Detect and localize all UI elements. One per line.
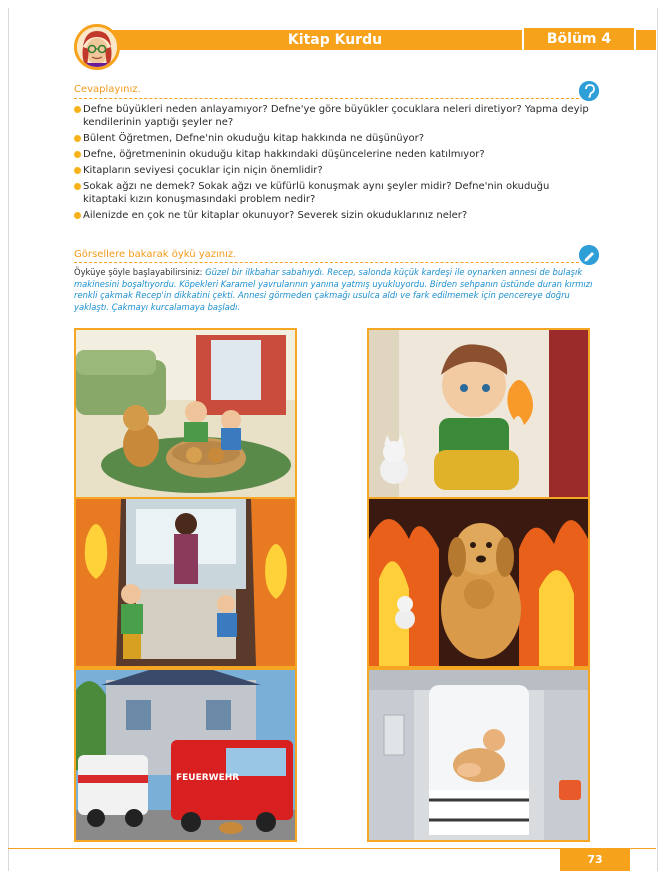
question-list — [74, 103, 594, 225]
page-title: Kitap Kurdu — [287, 32, 383, 48]
footer-divider — [8, 848, 656, 849]
bullet-icon — [74, 151, 81, 158]
section-heading-story: Görsellere bakarak öykü yazınız. — [74, 249, 237, 260]
page-number: 73 — [560, 848, 630, 871]
section-heading-answer: Cevaplayınız. — [74, 84, 141, 95]
scene-boy-lighter — [367, 328, 590, 499]
list-item: Defne büyükleri neden anlayamıyor? Defne'ye göre büyükler çocuklara neleri diretiyor? Yapma deyip kendilerinin yaptığı şeyler ne? — [74, 103, 594, 129]
section-divider — [74, 98, 579, 99]
author-portrait-icon — [77, 27, 117, 67]
pencil-icon — [579, 245, 599, 265]
scene-kitchen-fire — [74, 497, 297, 668]
bullet-icon — [74, 167, 81, 174]
scene-living-room-dogs — [74, 328, 297, 499]
bullet-icon — [74, 212, 81, 219]
fire-truck-label: FEUERWEHR — [176, 773, 240, 783]
list-item: Defne, öğretmeninin okuduğu kitap hakkındaki düşüncelerine neden katılmıyor? — [74, 148, 594, 161]
list-item: Kitapların seviyesi çocuklar için niçin önemlidir? — [74, 164, 594, 177]
bullet-icon — [74, 183, 81, 190]
story-intro: Öyküye şöyle başlayabilirsiniz: Güzel bir ilkbahar sabahıydı. Recep, salonda küçük kardeşi ile oynarken annesi de bulaşık makinesini boşaltıyordu. Köpekleri Karamel yavrularının yanına yatmış uyukluyordu. Birden sehpanın üstünde duran kırmızı renkli çakmak Recep'in dikkatini çekti. Annesi görmeden çakmağı usulca aldı ve fark edilmemek için pencereye doğru yaklaştı. Çakmayı kurcalamaya başladı. — [74, 267, 593, 312]
list-item: Ailenizde en çok ne tür kitaplar okunuyor? Severek sizin okuduklarınız neler? — [74, 209, 594, 222]
chapter-badge: Bölüm 4 — [522, 26, 636, 52]
scene-ambulance-dog — [367, 668, 590, 842]
section-divider — [74, 262, 579, 263]
ear-icon — [579, 81, 599, 101]
bullet-icon — [74, 106, 81, 113]
bullet-icon — [74, 135, 81, 142]
scene-fire-truck — [74, 668, 297, 842]
list-item: Sokak ağzı ne demek? Sokak ağzı ve küfürlü konuşmak aynı şeyler midir? Defne'nin okuduğu kitaptaki kızın konuşmasındaki problem nedir? — [74, 180, 594, 206]
avatar — [74, 24, 120, 70]
list-item: Bülent Öğretmen, Defne'nin okuduğu kitap hakkında ne düşünüyor? — [74, 132, 594, 145]
scene-dog-rescue — [367, 497, 590, 668]
